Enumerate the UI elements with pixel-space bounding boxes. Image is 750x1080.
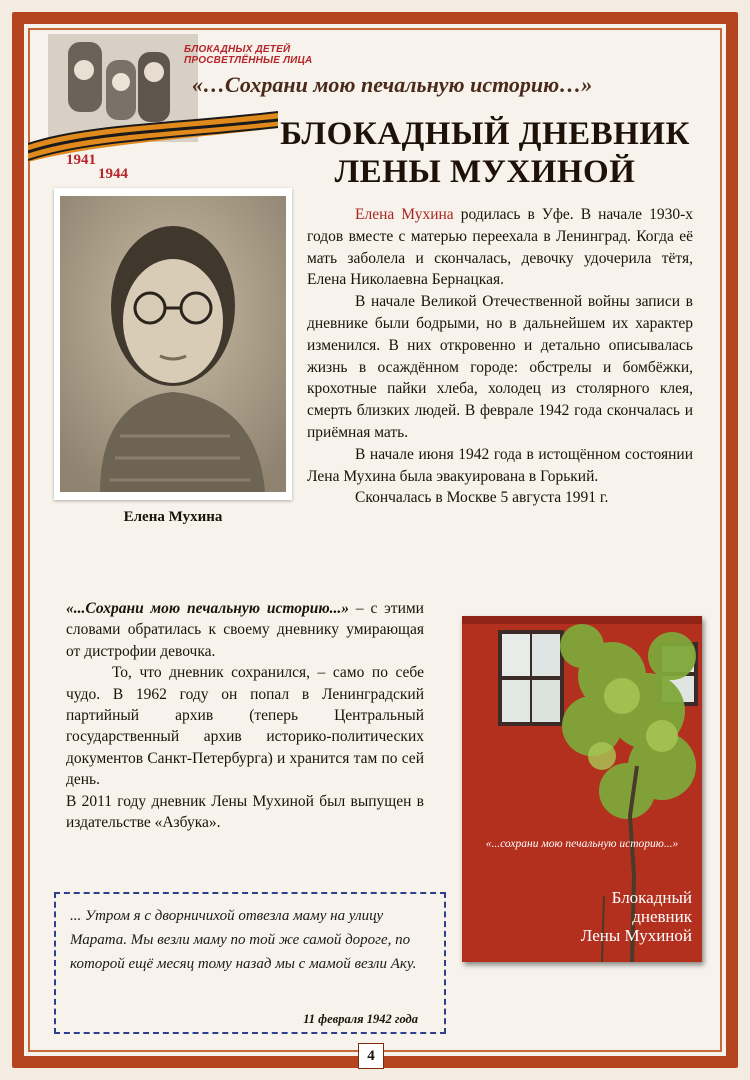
story-text [66, 598, 424, 833]
story-paragraph-1-text: – с этими словами обратилась к своему дневнику умирающая от дистрофии девочка. [66, 600, 424, 660]
story-paragraph-3: В 2011 году дневник Лены Мухиной был выпущен в издательстве «Азбука». [66, 792, 424, 832]
page-title [270, 115, 700, 191]
series-badge [184, 44, 312, 66]
diary-excerpt-box [54, 892, 446, 1034]
photo-caption: Елена Мухина [123, 509, 223, 525]
years-end: 1944 [98, 166, 128, 182]
portrait-frame [54, 188, 292, 500]
quote-title: «…Сохрани мою печальную историю…» [192, 72, 593, 97]
book-title-line-3: Лены Мухиной [580, 926, 692, 945]
bio-text [307, 204, 693, 509]
book-cover [462, 616, 702, 962]
title-line-2: ЛЕНЫ МУХИНОЙ [334, 154, 636, 190]
book-cover-quote: «...сохрани мою печальную историю...» [485, 838, 679, 850]
story-paragraph-1 [66, 598, 424, 662]
bio-paragraph-4: Скончалась в Москве 5 августа 1991 г. [355, 489, 609, 507]
diary-excerpt-date: 11 февраля 1942 года [303, 1012, 418, 1026]
bio-name: Елена Мухина [355, 206, 454, 223]
portrait-photo [60, 196, 286, 492]
title-line-1: БЛОКАДНЫЙ ДНЕВНИК [280, 116, 690, 152]
book-title-line-2: дневник [632, 907, 692, 926]
years-start: 1941 [66, 152, 96, 168]
badge-line-2: ПРОСВЕТЛЁННЫЕ ЛИЦА [184, 55, 313, 66]
bio-paragraph-2: В начале Великой Отечественной войны записи в дневнике были бодрыми, но в дальнейшем их характер изменился. В них откровенно и детально описывалась жизнь в осаждённом городе: обстрелы и бомбёжки, крохотные пайки хлеба, холодец из столярного клея, смерть близких людей. В феврале 1942 года скончалась и приёмная мать. [307, 293, 693, 441]
book-cover-title [581, 888, 692, 945]
book-title-line-1: Блокадный [611, 888, 692, 907]
badge-line-1: БЛОКАДНЫХ ДЕТЕЙ [184, 44, 291, 55]
story-quote: «...Сохрани мою печальную историю...» [66, 600, 350, 617]
diary-excerpt-text: ... Утром я с дворничихой отвезла маму на улицу Марата. Мы везли маму по той же самой дороге, по которой ещё месяц тому назад мы с мамой везли Аку. [70, 908, 417, 972]
bio-paragraph-1-text: родилась в Уфе. В начале 1930-х годов вместе с матерью переехала в Ленинград. Когда её мать заболела и скончалась, девочку удочерила тётя, Елена Николаевна Бернацкая. [307, 206, 694, 289]
bio-paragraph-3: В начале июня 1942 года в истощённом состоянии Лена Мухина была эвакуирована в Горький. [307, 445, 693, 485]
story-paragraph-2: То, что дневник сохранился, – само по себе чудо. В 1962 году он попал в Ленинградский партийный архив (теперь Центральный государственный архив историко-политических документов Санкт-Петербурга) и хранится там по сей день. [66, 664, 424, 789]
bio-paragraph-1 [307, 204, 693, 291]
page-number: 4 [358, 1043, 384, 1069]
